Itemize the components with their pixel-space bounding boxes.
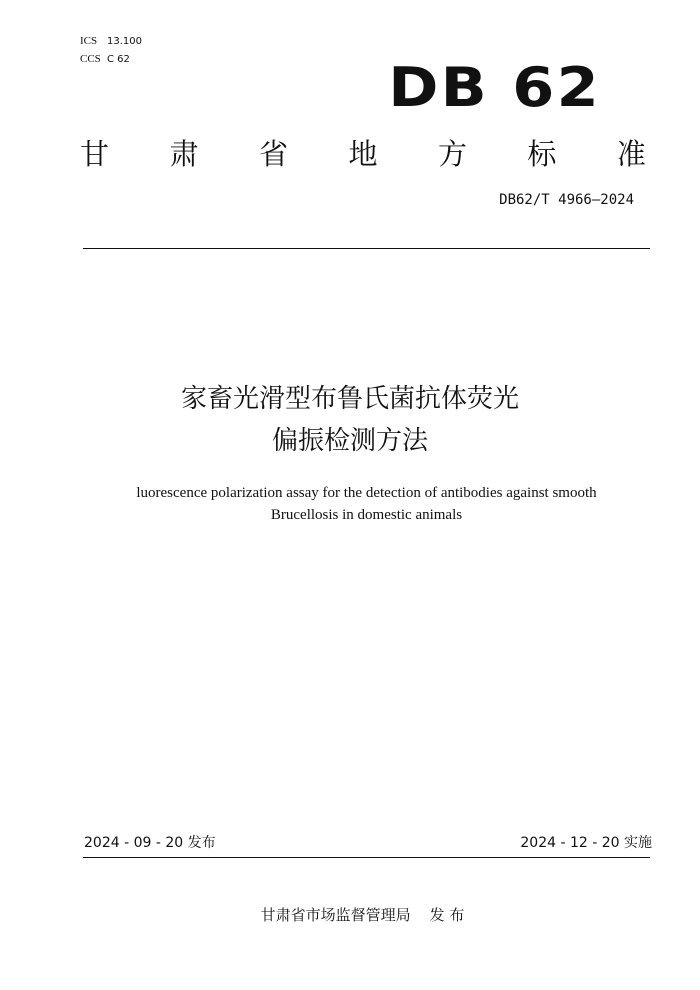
db62-logo: DB 62 (388, 56, 601, 119)
ccs-value: C 62 (107, 54, 130, 65)
standard-type-heading (80, 132, 646, 176)
bottom-divider (83, 857, 650, 858)
implementation-date: 2024 - 12 - 20 实施 (520, 835, 652, 851)
chinese-title-line-2: 偏振检测方法 (271, 426, 428, 456)
standard-type-char: 标 (527, 137, 557, 171)
ics-value: 13.100 (107, 36, 142, 47)
standard-type-char: 肃 (169, 137, 199, 171)
standard-number: DB62/T 4966—2024 (499, 192, 634, 208)
issuing-authority: 甘肃省市场监督管理局 发 布 (260, 906, 465, 924)
english-title (0, 482, 700, 526)
chinese-title (0, 378, 700, 462)
ccs-code (80, 53, 130, 66)
standard-type-char: 准 (616, 137, 646, 171)
ics-label: ICS (80, 35, 98, 47)
english-title-line-1: luorescence polarization assay for the detection of antibodies against smooth (136, 485, 597, 501)
standard-type-char: 甘 (80, 137, 110, 171)
issue-date: 2024 - 09 - 20 发布 (84, 835, 216, 851)
standard-type-char: 方 (437, 137, 467, 171)
english-title-line-2: Brucellosis in domestic animals (270, 507, 463, 523)
chinese-title-line-1: 家畜光滑型布鲁氏菌抗体荧光 (180, 384, 519, 414)
ccs-label: CCS (80, 53, 101, 65)
standard-type-char: 省 (258, 137, 288, 171)
ics-code (80, 35, 142, 48)
top-divider (83, 248, 650, 249)
standard-type-char: 地 (348, 137, 378, 171)
